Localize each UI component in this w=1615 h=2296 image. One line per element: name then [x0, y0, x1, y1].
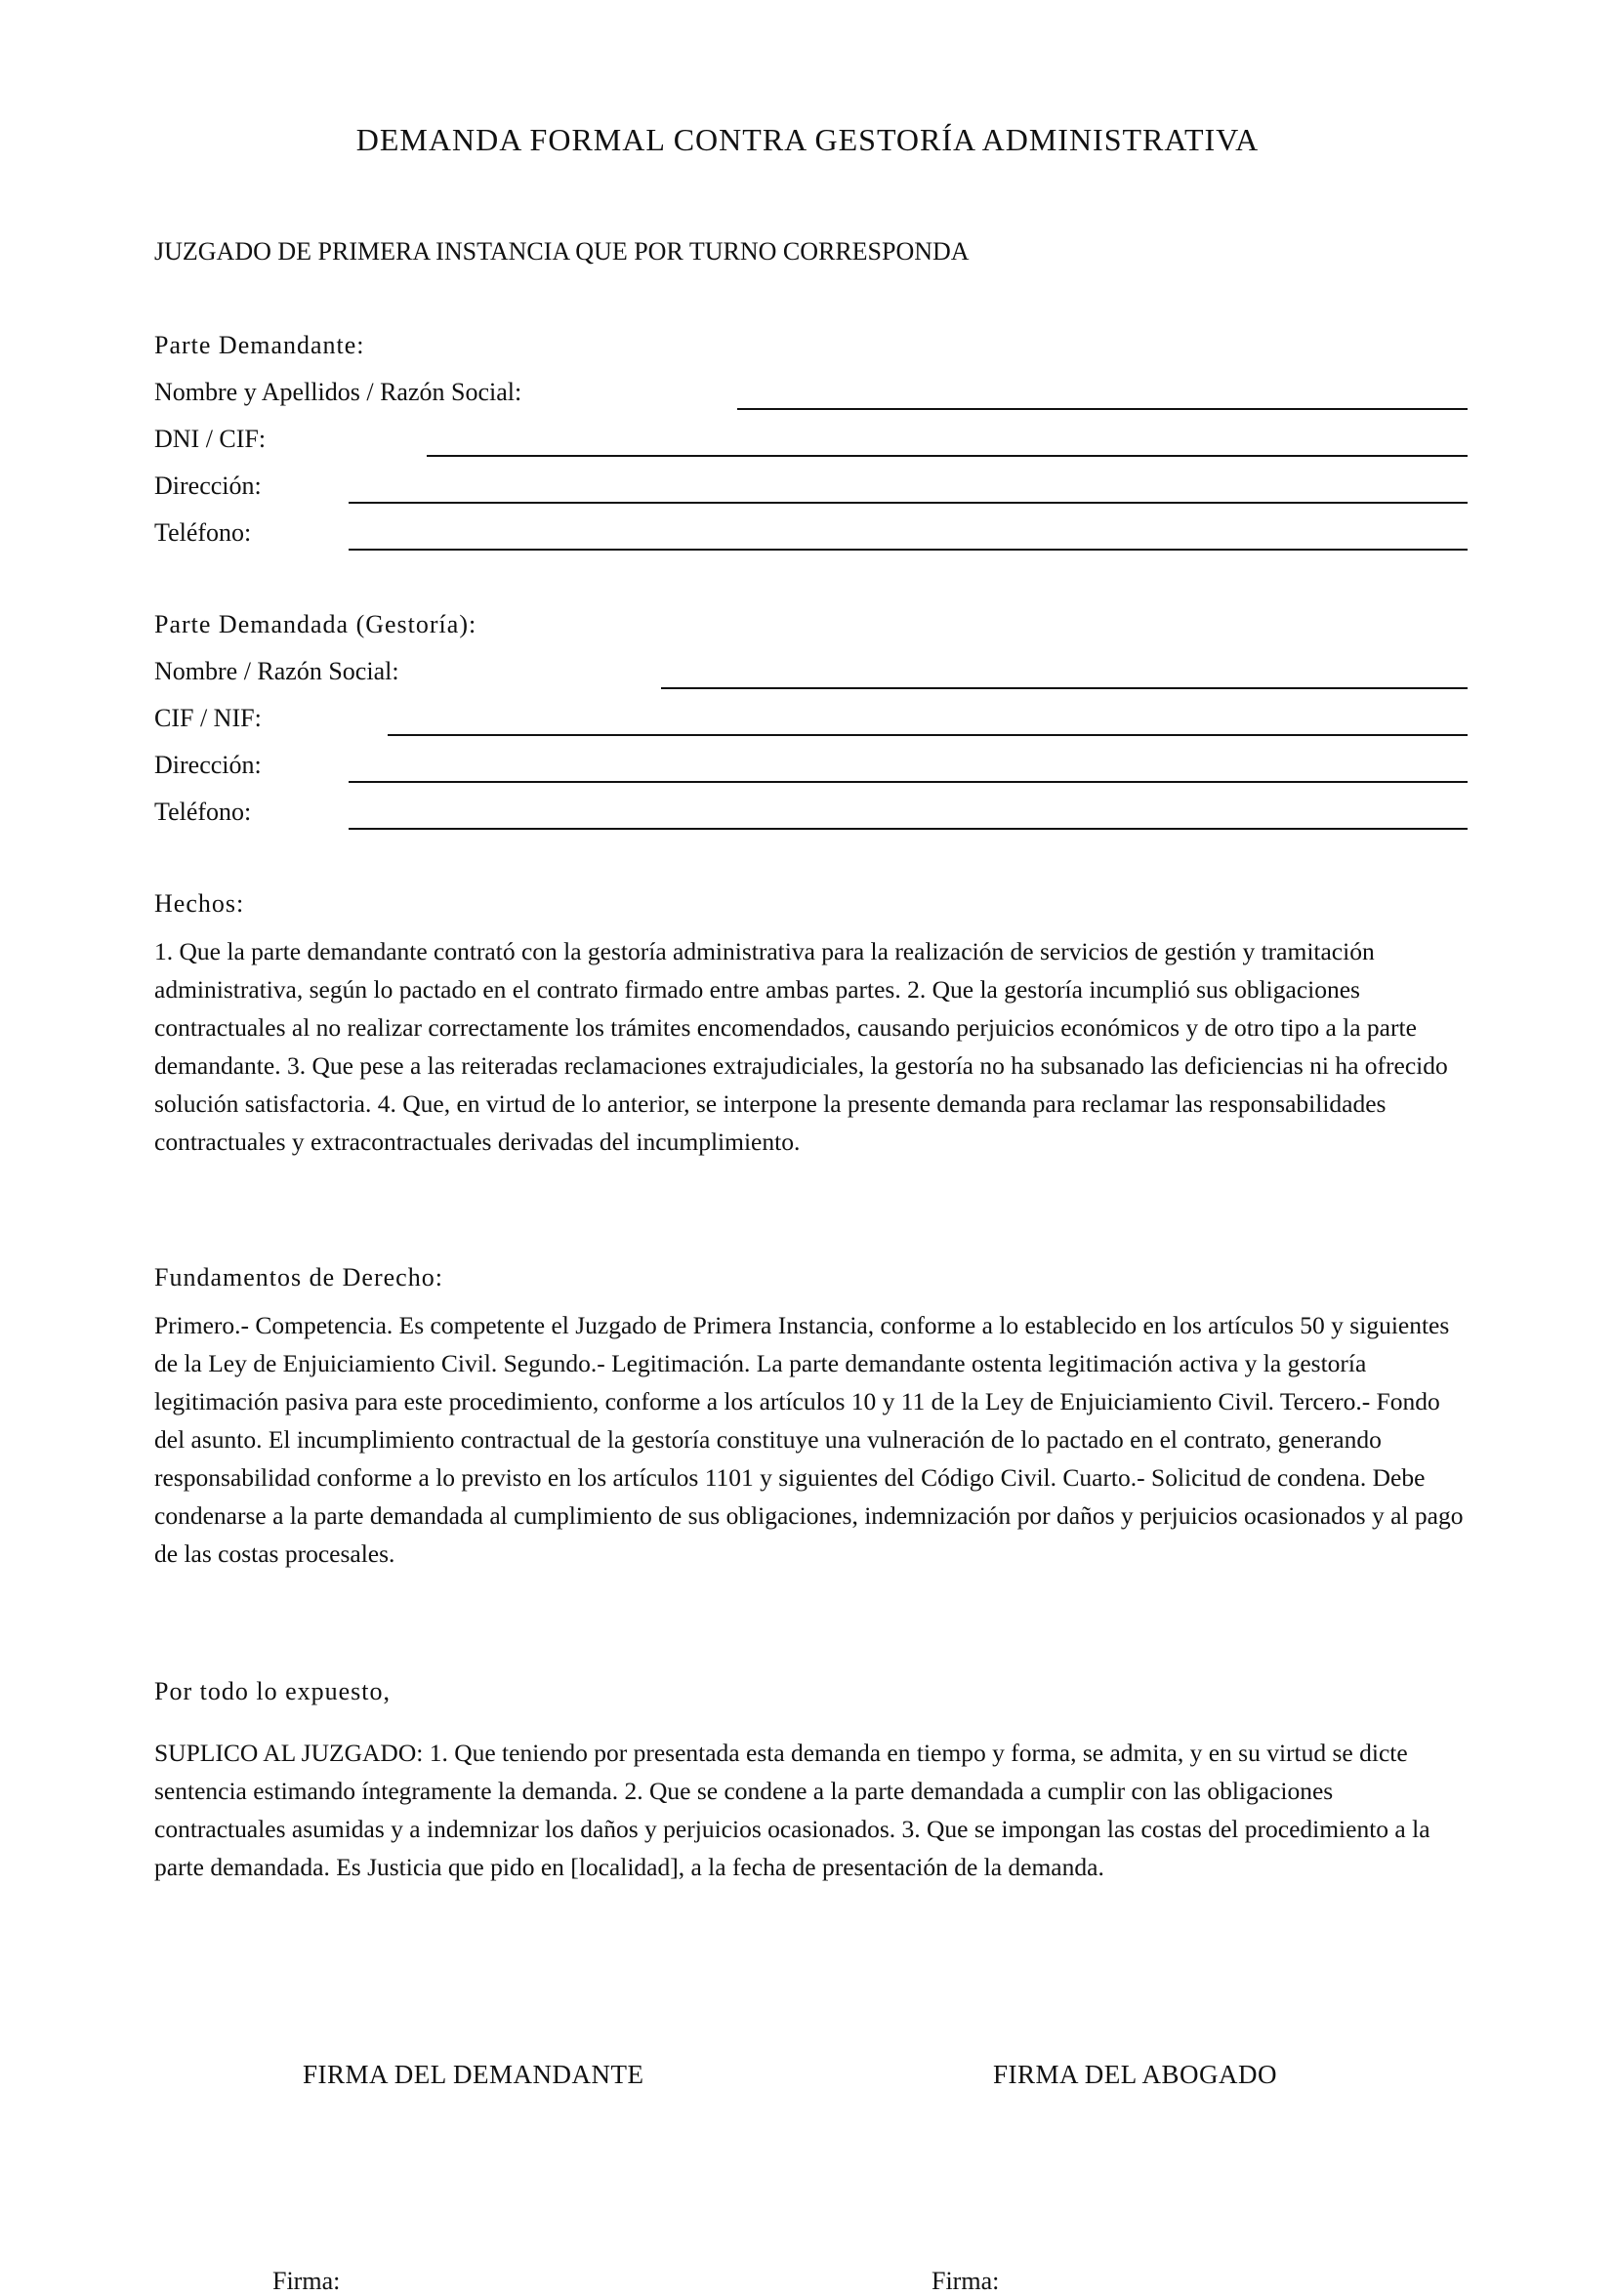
court-heading: JUZGADO DE PRIMERA INSTANCIA QUE POR TURNO CORRESPONDA [154, 237, 970, 266]
defendant-address-field[interactable] [349, 781, 1468, 783]
closing-text: SUPLICO AL JUZGADO: 1. Que teniendo por presentada esta demanda en tiempo y forma, se admita, y en su virtud se dicte sentencia estimando íntegramente la demanda. 2. Que se condene a la parte demandada a cumplir con las obligaciones contractuales asumidas y a indemnizar los daños y perjuicios ocasionados. 3. Que se impongan las costas del procedimiento a la parte demandada. Es Justicia que pido en [localidad], a la fecha de presentación de la demanda. [154, 1739, 1430, 1881]
defendant-phone-label: Teléfono: [154, 798, 252, 826]
plaintiff-name-field[interactable] [737, 408, 1468, 410]
lawyer-signature-label: Firma: [932, 2267, 1000, 2295]
document-title: DEMANDA FORMAL CONTRA GESTORÍA ADMINISTRATIVA [355, 122, 1260, 157]
plaintiff-heading: Parte Demandante: [154, 331, 365, 359]
defendant-heading: Parte Demandada (Gestoría): [154, 610, 477, 638]
defendant-id-label: CIF / NIF: [154, 704, 262, 732]
plaintiff-id-field[interactable] [427, 455, 1468, 457]
plaintiff-id-label: DNI / CIF: [154, 425, 267, 453]
defendant-phone-field[interactable] [349, 828, 1468, 830]
defendant-name-field[interactable] [661, 687, 1468, 689]
plaintiff-address-label: Dirección: [154, 472, 262, 500]
closing-intro: Por todo lo expuesto, [154, 1677, 391, 1705]
law-heading: Fundamentos de Derecho: [154, 1263, 443, 1292]
defendant-name-label: Nombre / Razón Social: [154, 657, 399, 685]
plaintiff-phone-label: Teléfono: [154, 518, 252, 547]
plaintiff-signature-heading: FIRMA DEL DEMANDANTE [303, 2060, 644, 2089]
plaintiff-name-label: Nombre y Apellidos / Razón Social: [154, 378, 522, 406]
defendant-address-label: Dirección: [154, 751, 262, 779]
facts-text: 1. Que la parte demandante contrató con la gestoría administrativa para la realización de servicios de gestión y tramitación administrativa, según lo pactado en el contrato firmado entre ambas partes. 2. Que la gestoría incumplió sus obligaciones contractuales al no realizar correctamente los trámites encomendados, causando perjuicios económicos y de otro tipo a la parte demandante. 3. Que pese a las reiteradas reclamaciones extrajudiciales, la gestoría no ha subsanado las deficiencias ni ha ofrecido solución satisfactoria. 4. Que, en virtud de lo anterior, se interpone la presente demanda para reclamar las responsabilidades contractuales y extracontractuales derivadas del incumplimiento. [154, 937, 1448, 1156]
plaintiff-address-field[interactable] [349, 502, 1468, 504]
plaintiff-phone-field[interactable] [349, 549, 1468, 551]
lawyer-signature-heading: FIRMA DEL ABOGADO [993, 2060, 1278, 2089]
plaintiff-signature-label: Firma: [272, 2267, 341, 2295]
facts-heading: Hechos: [154, 889, 245, 918]
law-text: Primero.- Competencia. Es competente el Juzgado de Primera Instancia, conforme a lo establecido en los artículos 50 y siguientes de la Ley de Enjuiciamiento Civil. Segundo.- Legitimación. La parte demandante ostenta legitimación activa y la gestoría legitimación pasiva para este procedimiento, conforme a los artículos 10 y 11 de la Ley de Enjuiciamiento Civil. Tercero.- Fondo del asunto. El incumplimiento contractual de la gestoría constituye una vulneración de lo pactado en el contrato, generando responsabilidad conforme a lo previsto en los artículos 1101 y siguientes del Código Civil. Cuarto.- Solicitud de condena. Debe condenarse a la parte demandada al cumplimiento de sus obligaciones, indemnización por daños y perjuicios ocasionados y al pago de las costas procesales. [154, 1311, 1464, 1568]
defendant-id-field[interactable] [388, 734, 1468, 736]
